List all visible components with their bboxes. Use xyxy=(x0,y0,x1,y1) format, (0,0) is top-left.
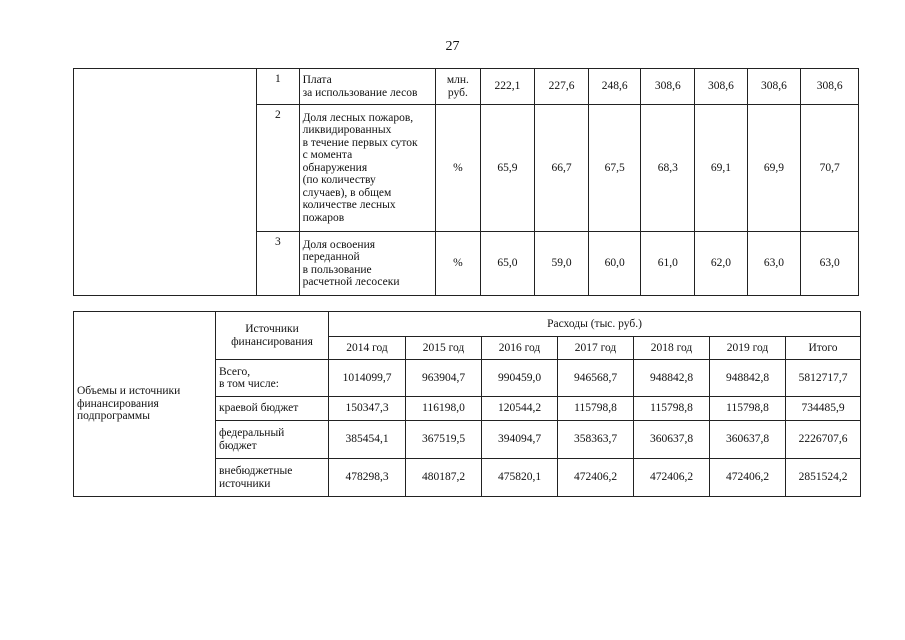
value-cell: 70,7 xyxy=(801,105,859,232)
indicator-row xyxy=(74,69,859,105)
indicators-table xyxy=(73,68,859,296)
value-cell: 2226707,6 xyxy=(786,421,861,459)
value-cell: 66,7 xyxy=(535,105,589,232)
funding-table xyxy=(73,311,861,497)
year-header: 2014 год xyxy=(329,337,406,360)
value-cell: 990459,0 xyxy=(482,360,558,397)
value-cell: 734485,9 xyxy=(786,397,861,421)
value-cell: 248,6 xyxy=(588,69,641,105)
value-cell: 948842,8 xyxy=(710,360,786,397)
value-cell: 227,6 xyxy=(535,69,589,105)
year-header: 2018 год xyxy=(634,337,710,360)
indicator-unit: % xyxy=(436,105,481,232)
value-cell: 69,1 xyxy=(695,105,748,232)
value-cell: 65,0 xyxy=(480,232,535,296)
value-cell: 1014099,7 xyxy=(329,360,406,397)
value-cell: 115798,8 xyxy=(634,397,710,421)
source-name: внебюджетные источники xyxy=(216,459,329,497)
year-header: 2015 год xyxy=(406,337,482,360)
year-header: 2017 год xyxy=(558,337,634,360)
row-number: 3 xyxy=(257,232,299,296)
value-cell: 472406,2 xyxy=(710,459,786,497)
source-name: Всего, в том числе: xyxy=(216,360,329,397)
value-cell: 59,0 xyxy=(535,232,589,296)
year-header: 2016 год xyxy=(482,337,558,360)
funding-header-row xyxy=(74,312,861,337)
value-cell: 480187,2 xyxy=(406,459,482,497)
value-cell: 115798,8 xyxy=(710,397,786,421)
value-cell: 308,6 xyxy=(747,69,801,105)
value-cell: 308,6 xyxy=(695,69,748,105)
sources-header: Источники финансирования xyxy=(216,312,329,360)
value-cell: 367519,5 xyxy=(406,421,482,459)
empty-cell xyxy=(74,69,257,296)
value-cell: 63,0 xyxy=(801,232,859,296)
value-cell: 65,9 xyxy=(480,105,535,232)
value-cell: 150347,3 xyxy=(329,397,406,421)
value-cell: 478298,3 xyxy=(329,459,406,497)
value-cell: 472406,2 xyxy=(634,459,710,497)
page-number: 27 xyxy=(445,39,460,54)
value-cell: 472406,2 xyxy=(558,459,634,497)
row-number: 1 xyxy=(257,69,299,105)
source-name: федеральный бюджет xyxy=(216,421,329,459)
year-header: 2019 год xyxy=(710,337,786,360)
value-cell: 61,0 xyxy=(641,232,695,296)
value-cell: 69,9 xyxy=(747,105,801,232)
value-cell: 222,1 xyxy=(480,69,535,105)
source-name: краевой бюджет xyxy=(216,397,329,421)
indicator-name: Доля освоения переданной в пользование расчетной лесосеки xyxy=(299,232,436,296)
value-cell: 360637,8 xyxy=(710,421,786,459)
year-header: Итого xyxy=(786,337,861,360)
value-cell: 308,6 xyxy=(801,69,859,105)
value-cell: 60,0 xyxy=(588,232,641,296)
value-cell: 5812717,7 xyxy=(786,360,861,397)
indicator-unit: млн. руб. xyxy=(436,69,481,105)
value-cell: 62,0 xyxy=(695,232,748,296)
value-cell: 2851524,2 xyxy=(786,459,861,497)
value-cell: 948842,8 xyxy=(634,360,710,397)
indicator-name: Доля лесных пожаров, ликвидированных в течение первых суток с момента обнаружения (по количеству случаев), в общем количестве лесных пожаров xyxy=(299,105,436,232)
value-cell: 308,6 xyxy=(641,69,695,105)
row-number: 2 xyxy=(257,105,299,232)
value-cell: 360637,8 xyxy=(634,421,710,459)
indicator-name: Плата за использование лесов xyxy=(299,69,436,105)
section-label: Объемы и источники финансирования подпрограммы xyxy=(74,312,216,497)
expenses-header: Расходы (тыс. руб.) xyxy=(329,312,861,337)
value-cell: 385454,1 xyxy=(329,421,406,459)
value-cell: 67,5 xyxy=(588,105,641,232)
value-cell: 358363,7 xyxy=(558,421,634,459)
value-cell: 394094,7 xyxy=(482,421,558,459)
value-cell: 116198,0 xyxy=(406,397,482,421)
value-cell: 946568,7 xyxy=(558,360,634,397)
value-cell: 120544,2 xyxy=(482,397,558,421)
value-cell: 963904,7 xyxy=(406,360,482,397)
indicator-unit: % xyxy=(436,232,481,296)
value-cell: 68,3 xyxy=(641,105,695,232)
value-cell: 475820,1 xyxy=(482,459,558,497)
value-cell: 115798,8 xyxy=(558,397,634,421)
value-cell: 63,0 xyxy=(747,232,801,296)
